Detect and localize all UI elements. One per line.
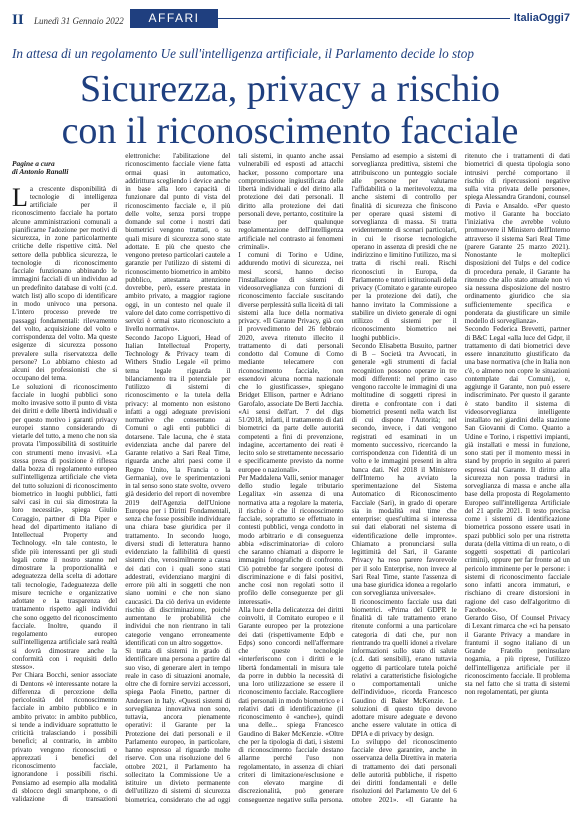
headline xyxy=(10,68,570,152)
article-paragraph: I comuni di Torino e Udine, addurendo motivi di sicurezza, nei mesi scorsi, hanno deciso l'installazione di sistemi di videosorveglianza con funzioni di riconoscimento facciale suscitando diverse perplessità sulla liceità di tali sistemi alla luce della normativa privacy. «Il Garante Privacy, già con il provvedimento del 26 febbraio 2020, aveva ritenuto illecito il trattamento di dati personali condotto dal Comune di Como mediante telecamere con riconoscimento facciale, non essendovi alcuna norma nazionale che lo giustificasse», spiegano Bridget Ellison, partner e Adriano Garofalo, associate De Berti Jacchia. «Ai sensi dell'art. 7 del dlgs 51/2018, infatti, il trattamento di dati biometrici da parte delle autorità competenti a fini di prevenzione, indagine, accertamento dei reati è lecito solo se strettamente necessario e specificamente previsto da norme europee o nazionali». xyxy=(238,251,344,474)
issue-date: Lunedì 31 Gennaio 2022 xyxy=(34,16,124,26)
article-body xyxy=(12,152,570,810)
byline-author: di Antonio Ranalli xyxy=(12,167,69,177)
drop-cap: L xyxy=(12,182,28,212)
byline-label: Pagine a cura xyxy=(12,159,55,168)
page-number: II xyxy=(12,12,24,28)
article-paragraph: Gerardo Giso, Of Counsel Privacy di Lexant rimarca che «ci ha pensato il Garante Privacy a mandare in frantumi il sogno italiano di un Grande Fratello peninsulare nogamia, a più riprese, l'utilizzo dell'intelligenza artificiale per il riconoscimento facciale. Il problema sta nel fatto che si tratta di sistemi non regolamentati, per giunta xyxy=(464,614,570,697)
page-header xyxy=(12,8,570,44)
article-paragraph: Si tratta di sistemi in grado di identificare una persona a partire dal suo viso, di generare alert in tempo reale in caso di situazioni anomale, oltre che di fornire servizi accessori, spiega Paola Finetto, partner di Andersen in Italy. «Questi sistemi di sorveglianza innovativa non sono, tuttavia, ancora pienamente operativi: il Garante per la Protezione dei dati personali e il Parlamento europeo, in particolare, hanno espresso al riguardo molte riserve. Con una risoluzione del 6 ottobre 2021, il Parlamento ha sollecitato la Commissione Ue a istituire un divieto permanente dell'utilizzo di sistemi di sicurezza biometrica, considerato che ad oggi tali sistemi, in quanto anche assai vulnerabili ed esposti ad attacchi hacker, possono comportare una compromissione ingiustificata delle libertà individuali e del diritto alla protezione dei dati personali. Il diritto alla protezione dei dati personali deve, pertanto, costituire la base per qualunque regolamentazione dell'intelligenza artificiale nel contrasto ai fenomeni criminali». xyxy=(125,152,344,804)
article-paragraph: Alla luce della delicatezza dei diritti coinvolti, il Comitato europeo e il Garante europeo per la protezione dei dati (rispettivamente Edpb e Edps) sono concordi nell'affermare che queste tecnologie «interferiscono con i diritti e le libertà fondamentali in misura tale da porre in dubbio la necessità di una loro utilizzazione se essere il riconoscimento facciale. Raccogliere dati personali in modo biometrico e i relativi dati di identificazione (il riconoscimento è «anche»), quindi una delle... spiega Francesco Gaudino di Baker McKenzie. «Oltre che per la tipologia di dati, i sistemi di riconoscimento facciale destano allarme perché l'uso non regolamentato, in assenza di chiari criteri di limitazione/esclusione e con elevato margine di discrezionalità, può generare conseguenze negative sulla persona. Pensiamo ad esempio a sistemi di sorveglianza predittiva, sistemi che attribuiscono un punteggio sociale alle persone per valutarne l'affidabilità o la meritevolezza, ma anche sistemi di controllo per finalità di sicurezza che finiscono per operare quasi sistemi di sorveglianza di massa. Si tratta evidentemente di scenari particolari, in cui le risorse tecnologiche operano in assenza di presidi che ne indirizzino e limitino l'utilizzo, ma si tratta di rischi reali. Rischi riconosciuti in Europa, da Parlamento e tutori istituzionali della privacy (Comitato e garante europeo per la protezione dei dati), che hanno invitato la Commissione a stabilire un divieto generale di ogni utilizzo di sistemi per il riconoscimento biometrico nei luoghi pubblici». xyxy=(238,152,457,804)
article-paragraph: Lo sviluppo del riconoscimento facciale deve garantire, anche in osservanza della Direttiva in materia di trattamento dei dati personali delle autorità pubbliche, il rispetto dei diritti fondamentali e delle risoluzioni del Parlamento Ue del 6 ottobre 2021». «Il Garante ha ritenuto che i trattamenti di dati biometrici di questa tipologia sono intrusivi perché comportano il rischio di ripercussioni negative sulla vita privata delle persone», spiega Alessandra Grandoni, counsel di Pavia e Ansaldo. «Per questo motivo il Garante ha bocciato l'iniziativa che avrebbe voluto promuovere il Ministero dell'Interno attraverso il sistema Sari Real Time (parere Garante 25 marzo 2021). Nonostante le molteplici disposizioni del Tulps e del codice di procedura penale, il Garante ha ritenuto che allo stato attuale non vi sia nessuna disposizione del nostro ordinamento giuridico che sia sufficientemente specifica e ponderata da giustificare un simile modello di sorveglianza». xyxy=(351,152,570,804)
byline xyxy=(12,160,117,177)
section-tag: AFFARI LEGALI xyxy=(130,9,218,28)
article-paragraph: Per Maddalena Valli, senior manager dello studio legale tributario Legalitax «in assenza di una normativa atta a regolare la materia, il rischio è che il riconoscimento facciale, soprattutto se effettuato in contesti pubblici, venga condotto in modo arbitrario e di conseguenza abbia «discriminatoria» di coloro che saranno chiamati a disporre le immagini fotografiche di confronto. Ciò potrebbe far sorgere ipotesi di discriminazione e di falsi positivi, anche così non regolati sotto il profilo delle conseguenze per gli interessati». xyxy=(238,473,344,606)
section-rule xyxy=(218,18,510,19)
headline-line-2: con il riconoscimento facciale xyxy=(61,110,519,152)
kicker: In attesa di un regolamento Ue sull'intelligenza artificiale, il Parlamento decide lo stop xyxy=(12,46,474,61)
article-paragraph: La crescente disponibilità di tecnologie di intelligenza artificiale per il riconoscimento facciale ha portato alcune amministrazioni comunali a pianificarne l'adozione per motivi di sicurezza, in zone particolarmente critiche delle rispettive città. Nel settore della pubblica sicurezza, le tecnologie di riconoscimento facciale funzionano abbinando le immagini facciali di un individuo ad un predefinito database di volti (c.d. watch list) allo scopo di identificare in modo univoco una persona. L'intero processo prevede tre passaggi fondamentali: rilevamento del volto, acquisizione del volto e corrispondenza del volto. Ma queste esigenze di sicurezza possono prevalere sulla riservatezza delle persone? Lo abbiamo chiesto ad alcuni dei professionisti che si occupano del tema. xyxy=(12,182,118,383)
article-paragraph: Secondo Jacopo Liguori, Head of Italian Intellectual Property, Technology & Privacy team di Withers Studio Legale «il primo tema legale riguarda il bilanciamento tra il potenziale per l'utilizzo di sistemi di riconoscimento e la tutela della privacy: al momento non esistono infatti a oggi adeguate previsioni normative che consentano ai Comuni o agli enti pubblici di dotarsene. Tale lacuna, che è stata evidenziata anche dal parere del Garante relativo a Sari Real Time, riguarda anche altri paesi come il Regno Unito, la Francia o la Germania), ove le sperimentazioni in tal senso sono state svolte, ovvero già desiderio del report di novembre 2019 dell'Agenzia dell'Unione Europea per i Diritti Fondamentali, senza che fosse possibile individuare una chiara base giuridica per il trattamento. In secondo luogo, diversi studi di letteratura hanno evidenziato la fallibilità di questi sistemi che, verosimilmente a causa dei dati con i quali sono stati addestrati, evidenziano margini di errore più alti in soggetti che non siano uomini e che non siano caucasici. Da ciò deriva un evidente rischio di discriminazione, poiché aumentano le probabilità che individui che non rientrano in tali categorie vengano erroneamente identificati con un altro soggetto». xyxy=(125,333,231,647)
article-paragraph: Secondo Federica Brevetti, partner di B&C Legal «alla luce del Gdpr, il trattamento di dati biometrici deve essere innanzitutto giustificato da una base normativa (che in Italia non c'è, o almeno non copre le situazioni contemplate dai Comuni), e, aggiunge il Garante, non può essere indiscriminato. Per questo il garante è stato bandito il sistema di videosorveglianza intelligente installato nei giardini della stazione San Giovanni di Como. Quanto a Udine e Torino, i rispettivi impianti, già installati e messi in funzione, sono stati per il momento messi in stand by proprio in seguito ai pareri espressi dal Garante. Il diritto alla sicurezza non possa tradursi in sorveglianza di massa e anche alla base della proposta di Regolamento Europeo sull'intelligenza Artificiale del 21 aprile 2021. Il testo precisa come i sistemi di identificazione biometrica possono essere usati in spazi pubblici solo per una ristretta durata (della vittima di un reato, o di soggetti sospettati di particolari crimini), oppure per far fronte ad un pericolo imminente per le persone: i sistemi di riconoscimento facciale sono infatti ancora immaturi, e rischiano di creare distorsioni in ragione del caso dell'algoritmo di Facebook». xyxy=(464,325,570,614)
masthead-logo: ItaliaOggi7 xyxy=(513,12,570,24)
headline-line-1: Sicurezza, privacy a rischio xyxy=(80,68,500,110)
article-paragraph: Il riconoscimento facciale usa dati biometrici. «Prima del GDPR le finalità di tale trattamento erano ritenute conformi a una particolare categoria di dati che, pur non rientrando tra quelli idonei a rivelare informazioni sullo stato di salute (c.d. dati sensibili), erano tuttavia oggetto di particolare tutela poiché relativi a caratteristiche fisiologiche o comportamentali uniche dell'individuo», ricorda Francesco Gaudino di Baker McKenzie. Le soluzioni di questo tipo devono adottare misure adeguate e devono anche essere valutate in ottica di DPIA e di privacy by design. xyxy=(351,597,457,738)
article-paragraph: Secondo Elisabetta Busuito, partner di B – Società tra Avvocati, in generale «gli strumenti di facial recognition possono operare in tre modi differenti: nel primo caso vengono raccolte le immagini di una moltitudine di soggetti ripresi in diretta e confrontate con i dati biometrici presenti nella watch list di cui dispone l'Autorità; nel secondo, invece, i dati vengono registrati ed esaminati in un momento successivo, ricercando la corrispondenza con l'identità di un volto e le immagini presenti in altra banca dati. Nel 2018 il Ministero dell'Interno ha avviato la sperimentazione del Sistema Automatico di Riconoscimento Facciale (Sari), in grado di operare sia in modalità real time che enterprise: quest'ultima si interessa sui dati elaborati nel sistema di «identificazione delle impronte». Chiamato a pronunciarsi sulla legittimità del Sari, il Garante Privacy ha reso parere favorevole per il solo Enterprise, non invece al Sari Real Time, stante l'assenza di una base giuridica idonea a regolarlo con sorveglianza universale». xyxy=(351,341,457,598)
article-paragraph: Per Chiara Bocchi, senior associate di Dentons «è interessante notare la differenza di percezione della pericolosità del riconoscimento facciale in ambito pubblico e in ambito privato: in ambito pubblico, si tende a individuare soprattutto le criticità tralasciando i possibili benefici; al contrario, in ambito privato vengono riconosciuti e apprezzati i benefici del riconoscimento facciale, ignorandone i possibili rischi. Pensiamo ad esempio alla modalità di sblocco degli smartphone, o di validazione di transazioni elettroniche: l'abilitazione del riconoscimento facciale viene fatta ormai quasi in automatico, addirittura scegliendo i device anche in base alla loro capacità di funzionare dal punto di vista del riconoscimento facciale e, il più delle volte, senza porsi troppe domande sul come i nostri dati biometrici vengono trattati, o su quali misure di sicurezza sono state adottate. E più che questo che vengono preteso particolari cautele a garanzie per l'utilizzo di sistemi di riconoscimento biometrico in ambito pubblico, attestanta attenzione dovrebbe, però, essere prestata in ambito privato, a maggior ragione oggi, in un contesto nel quale il valore del dato come corrispettivo di servizi è ormai stato riconosciuto a livello normativo». xyxy=(12,152,231,803)
article-paragraph: Le soluzioni di riconoscimento facciale in luoghi pubblici sono molto invasive sotto il punto di vista dei diritti e delle libertà individuali e per questo motivo i garanti privacy europei stanno considerando di vietarle del tutto, a meno che non sia provata l'impossibilità di sostituirle con strumenti meno invasivi. «La stessa presa di posizione è riflessa dalla bozza di regolamento europeo sull'intelligenza artificiale che vieta del tutto soluzioni di riconoscimento biometrico in luoghi pubblici, fatti salvi casi in cui sia dimostrata la loro necessità», spiega Giulio Coraggio, partner di Dla Piper e head del dipartimento italiano di Intellectual Property and Technology. «In tale contesto, le sfide più interessanti per gli studi legali come il nostro stanno nel dimostrare la proporzionalità e adeguatezza della scelta di adottare tali tecnologie, l'adeguatezza delle misure tecniche e organizzative adottate e la trasparenza del trattamento rispetto agli individui che sono oggetto del riconoscimento facciale. Inoltre, quando il regolamento europeo sull'intelligenza artificiale sarà realtà si dovrà dimostrare anche la conformità con i requisiti dello stesso». xyxy=(12,382,118,671)
